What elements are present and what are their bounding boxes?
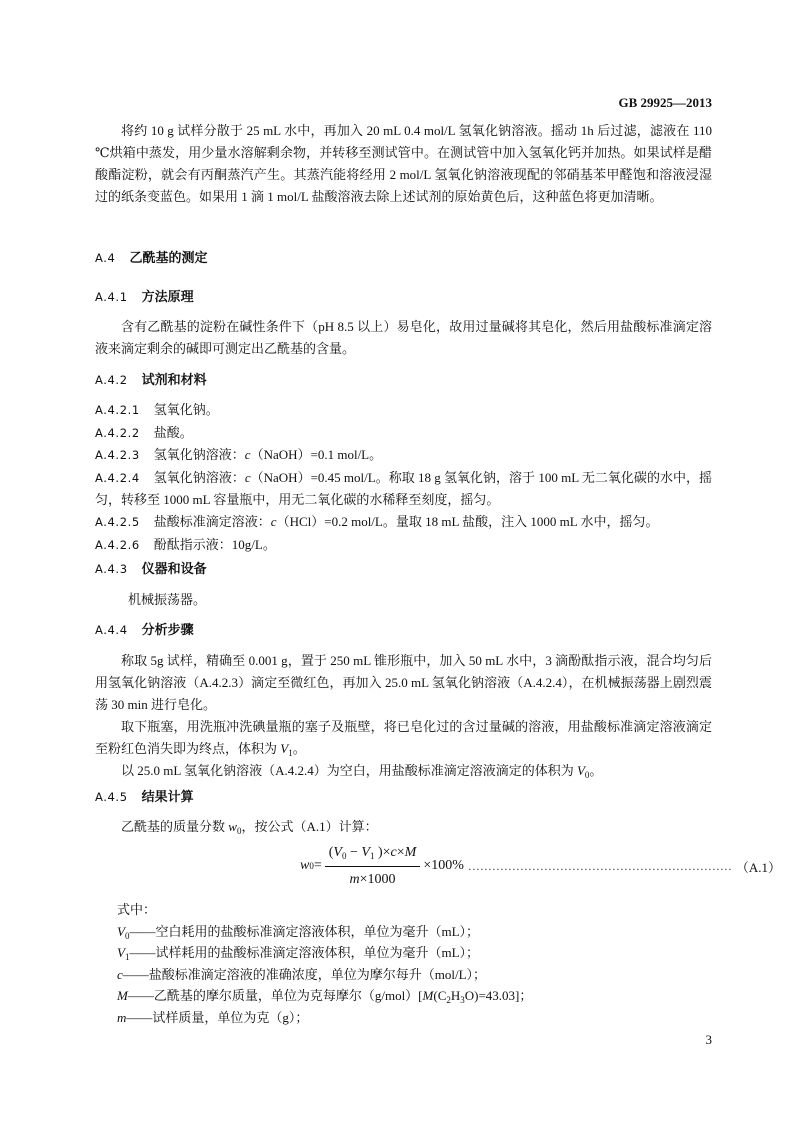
definition-text: ——试样质量，单位为克（g）；: [126, 1009, 309, 1025]
definition-subscript: 0: [124, 930, 130, 941]
definition-variable: V: [117, 923, 125, 939]
item-text-after: （NaOH）=0.45 mol/L。称取 18 g 氢氧化钠，溶于 100 mL 无二氧化碳的水中，摇匀，转移至 1000 mL 容量瓶中，用无二氧化碳的水稀释至刻度，摇匀。: [95, 469, 712, 508]
formula-part: H: [450, 988, 461, 1004]
section-title: 结果计算: [141, 790, 194, 805]
item-text: 酚酞指示液：10g/L。: [153, 536, 276, 552]
formula-subscript: 3: [460, 995, 465, 1006]
numerator-v0: V: [333, 844, 342, 860]
intro-text: 乙酰基的质量分数: [121, 819, 229, 834]
analysis-paragraph-3: [95, 760, 712, 782]
method-principle-paragraph: 含有乙酰基的淀粉在碱性条件下（pH 8.5 以上）易皂化，故用过量碱将其皂化，然后用盐酸标准滴定溶液来滴定剩余的碱即可测定出乙酰基的含量。: [95, 319, 712, 356]
definition-text: ——盐酸标准滴定溶液的准确浓度，单位为摩尔每升（mol/L）；: [122, 966, 487, 982]
reagent-item: [95, 399, 712, 422]
section-number: A.4.3: [95, 562, 128, 576]
variable-definitions: [117, 899, 712, 1029]
section-number: A.4.4: [95, 623, 128, 637]
equipment-text: 机械振荡器。: [128, 592, 207, 607]
paragraph-text: 取下瓶塞，用洗瓶冲洗碘量瓶的塞子及瓶壁，将已皂化过的含过量碱的溶液，用盐酸标准滴定溶液滴定至粉红色消失即为终点，体积为: [95, 719, 712, 756]
reagent-item: [95, 444, 712, 467]
item-number: A.4.2.5: [95, 514, 140, 529]
item-text-after: （NaOH）=0.1 mol/L。: [250, 447, 383, 463]
section-title: 乙酰基的测定: [129, 251, 208, 266]
reagent-item: [95, 534, 712, 557]
variable-subscript: 1: [288, 748, 293, 758]
section-number: A.4: [95, 251, 116, 265]
numerator-open: (: [328, 844, 334, 860]
section-a42-heading: [95, 369, 712, 392]
section-a41-heading: [95, 286, 712, 309]
numerator-m-molar: M: [404, 844, 417, 860]
definition-variable: V: [117, 945, 125, 961]
definition-item: [117, 942, 712, 964]
item-text: 盐酸。: [153, 424, 193, 440]
section-number: A.4.5: [95, 790, 128, 804]
concentration-variable: c: [244, 469, 251, 485]
definition-item: [117, 921, 712, 943]
definition-text: ——空白耗用的盐酸标准滴定溶液体积，单位为毫升（mL）；: [129, 923, 480, 939]
numerator-close: )×: [374, 844, 391, 860]
mass-fraction-variable: w: [228, 819, 237, 834]
definition-item: [117, 964, 712, 986]
formula-denominator: [350, 867, 396, 890]
numerator-v0-subscript: 0: [341, 850, 347, 861]
formula-fraction: [325, 843, 421, 890]
item-number: A.4.2.4: [95, 470, 140, 485]
section-a43-heading: [95, 558, 712, 581]
item-number: A.4.2.3: [95, 448, 140, 463]
intro-text-after: ，按公式（A.1）计算：: [241, 819, 378, 834]
numerator-minus: −: [346, 844, 362, 860]
section-number: A.4.2: [95, 373, 128, 387]
definition-variable: m: [117, 1009, 127, 1025]
volume-variable: V: [280, 741, 289, 756]
calculation-intro: [95, 816, 712, 838]
formula-part: O)=43.03]；: [464, 988, 533, 1004]
concentration-variable: c: [270, 513, 277, 529]
standard-code-header: GB 29925—2013: [618, 95, 712, 110]
formula-numerator: [325, 843, 421, 867]
item-text: 氢氧化钠溶液：: [153, 469, 245, 485]
denominator-m: m: [349, 871, 360, 887]
definition-subscript: 1: [124, 952, 130, 963]
formula-part: (C: [433, 988, 447, 1004]
definition-item: [117, 985, 712, 1007]
section-a44-heading: [95, 619, 712, 642]
numerator-v1: V: [361, 844, 370, 860]
numerator-v1-subscript: 1: [369, 850, 375, 861]
denominator-rest: ×1000: [359, 871, 396, 887]
item-number: A.4.2.2: [95, 425, 140, 440]
item-number: A.4.2.6: [95, 537, 140, 552]
formula-subscript: 2: [446, 995, 451, 1006]
formula-equals: =: [313, 858, 322, 873]
definition-text: ——乙酰基的摩尔质量，单位为克每摩尔（g/mol）[: [127, 988, 423, 1004]
item-text-after: （HCl）=0.2 mol/L。量取 18 mL 盐酸，注入 1000 mL 水中，摇匀。: [276, 513, 659, 529]
numerator-times: ×: [396, 844, 405, 860]
section-title: 试剂和材料: [141, 373, 207, 388]
formula-lhs-variable: w: [300, 858, 310, 873]
paragraph-end: 。: [292, 741, 306, 756]
reagents-list: [95, 399, 712, 556]
intro-paragraph: 将约 10 g 试样分散于 25 mL 水中，再加入 20 mL 0.4 mol/L 氢氧化钠溶液。摇动 1h 后过滤，滤液在 110 ℃烘箱中蒸发，用少量水溶解剩余物，并转移至测试管中。在测试管中加入氢氧化钙并加热。如果试样是醋酸酯淀粉，就会有丙酮蒸汽产生。其蒸汽能将经用 2 mol/L 氢氧化钠溶液现配的邻硝基苯甲醛饱和溶液浸湿过的纸条变蓝色。如果用 1 滴 1 mol/L 盐酸溶液去除上述试剂的原始黄色后，这种蓝色将更加清晰。: [95, 123, 712, 204]
numerator-c: c: [390, 844, 397, 860]
reagent-item: [95, 422, 712, 445]
analysis-steps: [95, 650, 712, 782]
concentration-variable: c: [244, 447, 251, 463]
section-title: 分析步骤: [141, 623, 194, 638]
definition-text: ——试样耗用的盐酸标准滴定溶液体积，单位为毫升（mL）；: [129, 945, 480, 961]
variable-subscript: 0: [236, 826, 242, 836]
paragraph-end: 。: [589, 763, 603, 778]
reagent-item: [95, 511, 712, 534]
equation-number: （A.1）: [735, 859, 782, 875]
item-text: 盐酸标准滴定溶液：: [153, 513, 271, 529]
item-number: A.4.2.1: [95, 403, 140, 417]
analysis-paragraph-2: [95, 716, 712, 760]
molar-mass-variable: M: [422, 988, 434, 1004]
formula-leader-dots: …………………………………………………………: [467, 858, 732, 873]
section-a45-heading: [95, 786, 712, 809]
definition-item: [117, 1007, 712, 1029]
section-title: 方法原理: [141, 290, 194, 305]
formula-a1: w 0 = $\frac{(V_0 - V_1 )\times c\times M}{m\times 1000}$ ×100% ………………………………………………………… （A.1）: [300, 840, 712, 892]
page-number: 3: [705, 1032, 712, 1047]
definition-variable: M: [117, 988, 128, 1004]
analysis-paragraph-1: 称取 5g 试样，精确至 0.001 g，置于 250 mL 锥形瓶中，加入 50 mL 水中，3 滴酚酞指示液，混合均匀后用氢氧化钠溶液（A.4.2.3）滴定至微红色，再加入 25.0 mL 氢氧化钠溶液（A.4.2.4），在机械振荡器上剧烈震荡 30 min 进行皂化。: [95, 653, 712, 712]
item-text: 氢氧化钠溶液：: [153, 447, 245, 463]
formula-percent: ×100%: [423, 858, 464, 873]
where-label: 式中：: [117, 902, 157, 917]
section-title: 仪器和设备: [141, 562, 207, 577]
paragraph-text: 以 25.0 mL 氢氧化钠溶液（A.4.2.4）为空白，用盐酸标准滴定溶液滴定的体积为: [121, 763, 577, 778]
definition-variable: c: [117, 966, 123, 982]
section-number: A.4.1: [95, 290, 128, 304]
reagent-item: [95, 467, 712, 511]
item-text: 氢氧化钠。: [153, 402, 219, 417]
section-a4-heading: [95, 247, 712, 270]
variable-subscript: 0: [584, 770, 590, 780]
volume-variable: V: [576, 763, 585, 778]
